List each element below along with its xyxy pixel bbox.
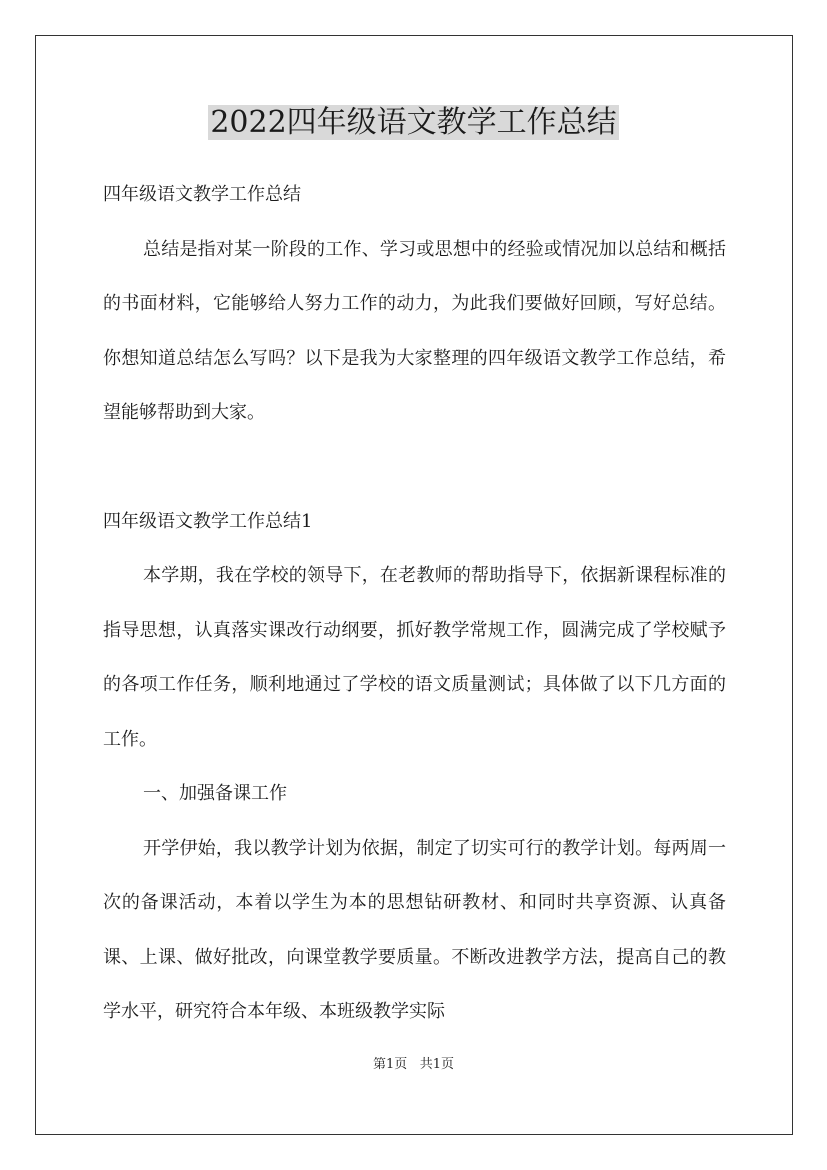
section-heading-1: 四年级语文教学工作总结1: [103, 510, 313, 532]
intro-paragraph: 总结是指对某一阶段的工作、学习或思想中的经验或情况加以总结和概括的书面材料，它能够给人努力工作的动力，为此我们要做好回顾，写好总结。你想知道总结怎么写吗？以下是我为大家整理的四年级语文教学工作总结，希望能够帮助到大家。: [103, 238, 726, 423]
body-paragraph: 开学伊始，我以教学计划为依据，制定了切实可行的教学计划。每两周一次的备课活动，本着以学生为本的思想钻研教材、和同时共享资源、认真备课、上课、做好批改，向课堂教学要质量。不断改进教学方法，提高自己的教学水平，研究符合本年级、本班级教学实际: [103, 837, 726, 1022]
document-body: [103, 168, 726, 1040]
page-number: 第1页: [373, 1057, 408, 1072]
total-pages: 共1页: [419, 1057, 454, 1072]
page-footer: [0, 1057, 827, 1073]
body-paragraph: 本学期，我在学校的领导下，在老教师的帮助指导下，依据新课程标准的指导思想，认真落实课改行动纲要，抓好教学常规工作，圆满完成了学校赋予的各项工作任务，顺利地通过了学校的语文质量测试；具体做了以下几方面的工作。: [103, 565, 726, 750]
document-title: [0, 103, 827, 143]
document-title-text: 2022四年级语文教学工作总结: [210, 105, 617, 140]
section-heading: 四年级语文教学工作总结: [103, 184, 301, 205]
subsection-heading: 一、加强备课工作: [143, 783, 287, 804]
